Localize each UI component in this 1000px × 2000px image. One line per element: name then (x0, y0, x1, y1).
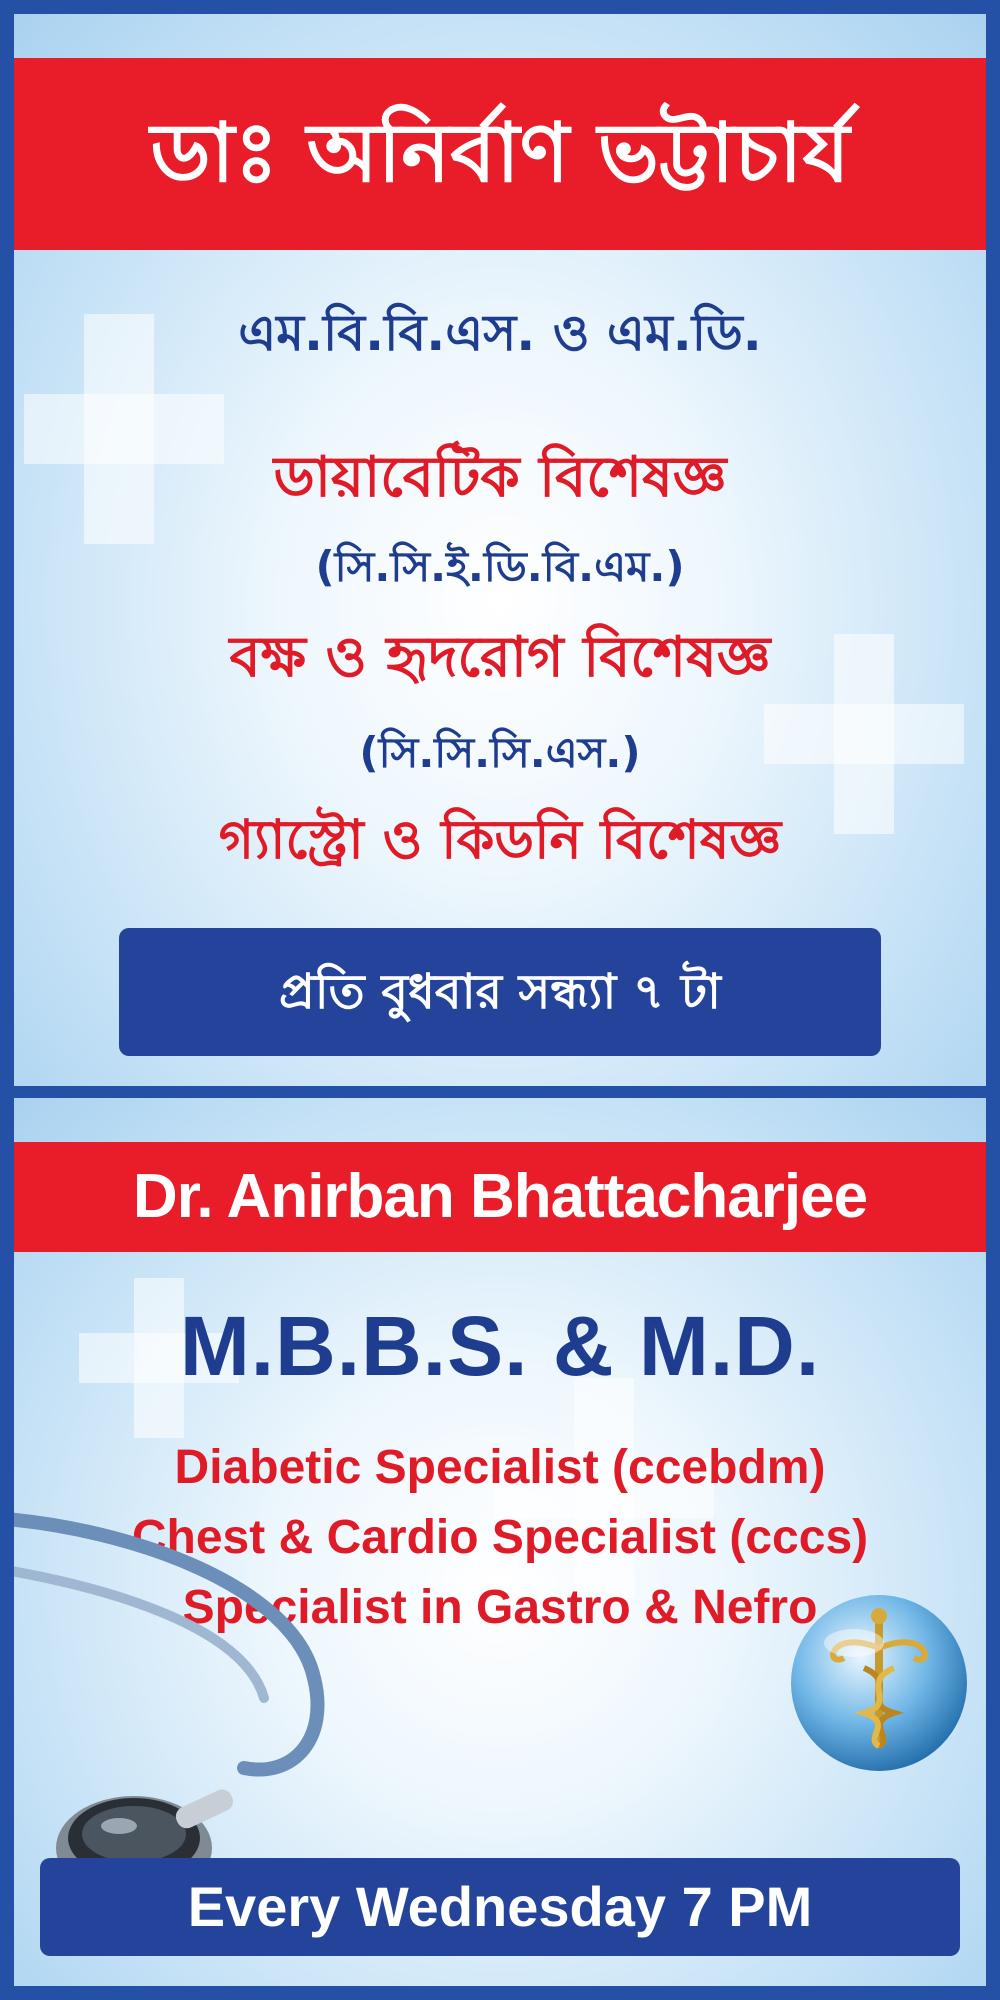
specialty-chest-cardio-english: Chest & Cardio Specialist (cccs) (131, 1511, 869, 1564)
specialty-gastro-nefro-english: Specialist in Gastro & Nefro (182, 1581, 818, 1634)
degree-bangla: এম.বি.বি.এস. ও এম.ডি. (238, 304, 762, 362)
doctor-name-bangla: ডাঃ অনির্বাণ ভট্টাচার্য (14, 58, 986, 250)
specialty-diabetic-bangla: ডায়াবেটিক বিশেষজ্ঞ (273, 445, 727, 510)
doctor-name-english: Dr. Anirban Bhattacharjee (14, 1142, 986, 1252)
specialty-chest-cardio-qualification-bangla: (সি.সি.সি.এস.) (359, 728, 641, 777)
specialty-gastro-kidney-bangla: গ্যাস্ট্রো ও কিডনি বিশেষজ্ঞ (218, 808, 782, 871)
specialty-diabetic-qualification-bangla: (সি.সি.ই.ডি.বি.এম.) (315, 542, 685, 591)
caduceus-icon (784, 1588, 974, 1778)
degree-english: M.B.B.S. & M.D. (179, 1299, 821, 1393)
english-panel (14, 1098, 986, 1986)
specialty-chest-cardio-bangla: বক্ষ ও হৃদরোগ বিশেষজ্ঞ (229, 625, 771, 690)
bangla-panel (14, 14, 986, 1086)
schedule-english: Every Wednesday 7 PM (40, 1858, 960, 1956)
specialty-diabetic-english: Diabetic Specialist (ccebdm) (174, 1441, 826, 1494)
schedule-bangla: প্রতি বুধবার সন্ধ্যা ৭ টা (119, 928, 881, 1056)
